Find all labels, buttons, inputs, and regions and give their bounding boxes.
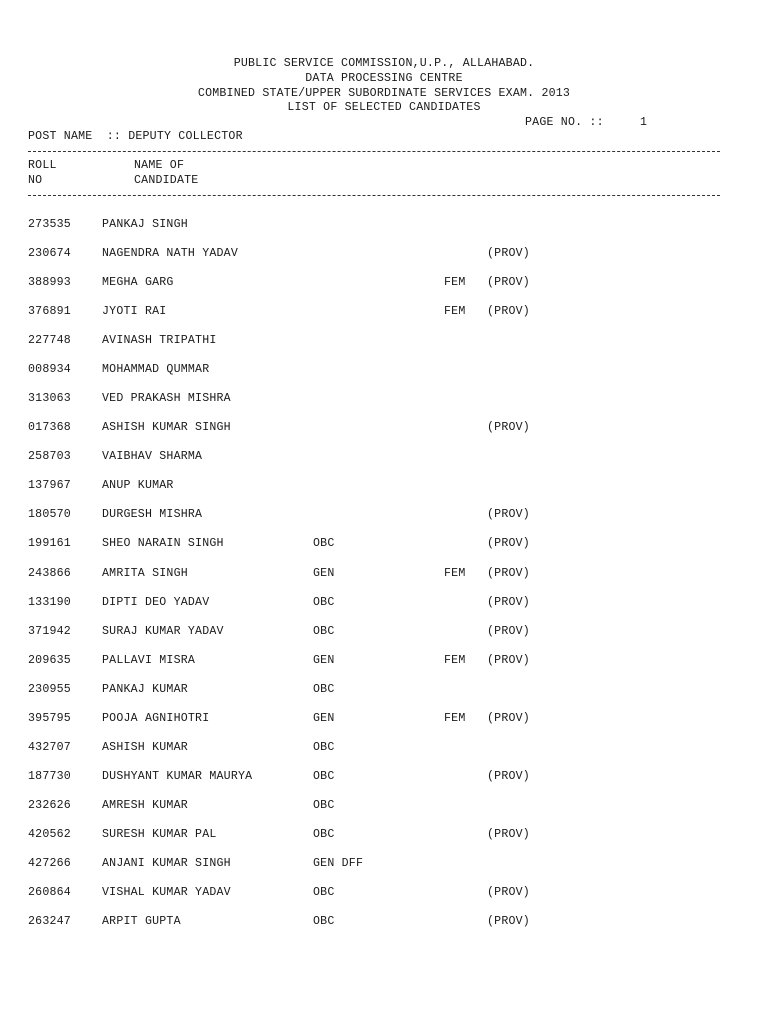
- provisional-flag: (PROV): [487, 769, 530, 783]
- page-number-label: PAGE NO. ::: [525, 116, 604, 129]
- roll-number: 273535: [28, 218, 71, 231]
- candidate-name: PANKAJ SINGH: [102, 218, 188, 231]
- category: OBC: [313, 740, 335, 754]
- header-exam: COMBINED STATE/UPPER SUBORDINATE SERVICES EXAM. 2013: [197, 87, 571, 100]
- col-name-header-1: NAME OF: [134, 159, 185, 172]
- roll-number: 371942: [28, 624, 71, 638]
- female-flag: FEM: [444, 653, 466, 667]
- roll-number: 133190: [28, 595, 71, 609]
- roll-number: 388993: [28, 276, 71, 290]
- roll-number: 432707: [28, 740, 71, 754]
- female-flag: FEM: [444, 305, 466, 319]
- candidate-row: [0, 596, 768, 610]
- roll-number: 187730: [28, 769, 71, 783]
- category: OBC: [313, 798, 335, 812]
- candidate-row: [0, 770, 768, 784]
- category: GEN: [313, 711, 335, 725]
- female-flag: FEM: [444, 276, 466, 290]
- col-roll-header-2: NO: [28, 174, 43, 187]
- roll-number: 008934: [28, 363, 71, 377]
- candidate-row: [0, 421, 768, 435]
- provisional-flag: (PROV): [487, 711, 530, 725]
- roll-number: 420562: [28, 827, 71, 841]
- col-roll-header-1: ROLL: [28, 159, 57, 172]
- category: OBC: [313, 537, 335, 551]
- candidate-name: SURESH KUMAR PAL: [102, 827, 217, 841]
- candidate-row: [0, 392, 768, 406]
- rule-top: [28, 151, 720, 152]
- category: OBC: [313, 595, 335, 609]
- candidate-name: ASHISH KUMAR SINGH: [102, 421, 231, 435]
- provisional-flag: (PROV): [487, 653, 530, 667]
- roll-number: 199161: [28, 537, 71, 551]
- candidate-row: [0, 712, 768, 726]
- roll-number: 227748: [28, 334, 71, 348]
- candidate-name: VAIBHAV SHARMA: [102, 450, 203, 464]
- category: GEN: [313, 653, 335, 667]
- provisional-flag: (PROV): [487, 276, 530, 290]
- roll-number: 395795: [28, 711, 71, 725]
- candidate-name: AMRITA SINGH: [102, 566, 188, 580]
- category: OBC: [313, 827, 335, 841]
- candidate-row: [0, 915, 768, 929]
- category: OBC: [313, 624, 335, 638]
- candidate-name: DURGESH MISHRA: [102, 508, 203, 522]
- candidate-name: DIPTI DEO YADAV: [102, 595, 210, 609]
- category: GEN: [313, 566, 335, 580]
- provisional-flag: (PROV): [487, 915, 530, 928]
- candidate-row: [0, 450, 768, 464]
- header-list-title: LIST OF SELECTED CANDIDATES: [287, 101, 481, 114]
- category: OBC: [313, 682, 335, 696]
- provisional-flag: (PROV): [487, 885, 530, 899]
- candidate-row: [0, 654, 768, 668]
- roll-number: 313063: [28, 392, 71, 406]
- category: OBC: [313, 915, 335, 928]
- candidate-name: POOJA AGNIHOTRI: [102, 711, 210, 725]
- candidate-row: [0, 567, 768, 581]
- candidate-name: PALLAVI MISRA: [102, 653, 196, 667]
- candidate-row: [0, 247, 768, 261]
- post-name: POST NAME :: DEPUTY COLLECTOR: [28, 130, 243, 143]
- roll-number: 017368: [28, 421, 71, 435]
- candidate-row: [0, 363, 768, 377]
- candidate-row: [0, 276, 768, 290]
- candidate-name: DUSHYANT KUMAR MAURYA: [102, 769, 253, 783]
- provisional-flag: (PROV): [487, 624, 530, 638]
- candidate-row: [0, 683, 768, 697]
- provisional-flag: (PROV): [487, 537, 530, 551]
- roll-number: 243866: [28, 566, 71, 580]
- candidate-row: [0, 479, 768, 493]
- roll-number: 232626: [28, 798, 71, 812]
- candidate-name: NAGENDRA NATH YADAV: [102, 247, 238, 260]
- female-flag: FEM: [444, 566, 466, 580]
- candidate-row: [0, 218, 768, 232]
- rule-bottom: [28, 195, 720, 196]
- provisional-flag: (PROV): [487, 595, 530, 609]
- category: GEN DFF: [313, 856, 364, 870]
- candidate-name: VED PRAKASH MISHRA: [102, 392, 231, 406]
- provisional-flag: (PROV): [487, 421, 530, 435]
- candidate-name: SURAJ KUMAR YADAV: [102, 624, 224, 638]
- candidate-row: [0, 334, 768, 348]
- page-number: 1: [640, 116, 648, 129]
- candidate-name: ANUP KUMAR: [102, 479, 174, 493]
- candidate-name: AVINASH TRIPATHI: [102, 334, 217, 348]
- candidate-name: SHEO NARAIN SINGH: [102, 537, 224, 551]
- candidate-name: JYOTI RAI: [102, 305, 167, 319]
- col-name-header-2: CANDIDATE: [134, 174, 199, 187]
- candidate-row: [0, 305, 768, 319]
- candidate-name: MEGHA GARG: [102, 276, 174, 290]
- candidate-name: VISHAL KUMAR YADAV: [102, 885, 231, 899]
- candidate-row: [0, 741, 768, 755]
- roll-number: 180570: [28, 508, 71, 522]
- candidate-row: [0, 799, 768, 813]
- candidate-row: [0, 508, 768, 522]
- category: OBC: [313, 769, 335, 783]
- roll-number: 260864: [28, 885, 71, 899]
- candidate-row: [0, 537, 768, 551]
- roll-number: 263247: [28, 915, 71, 928]
- provisional-flag: (PROV): [487, 566, 530, 580]
- provisional-flag: (PROV): [487, 508, 530, 522]
- category: OBC: [313, 885, 335, 899]
- candidate-name: ASHISH KUMAR: [102, 740, 188, 754]
- roll-number: 230674: [28, 247, 71, 260]
- header-commission: PUBLIC SERVICE COMMISSION,U.P., ALLAHABAD.: [233, 57, 535, 70]
- header-centre: DATA PROCESSING CENTRE: [305, 72, 463, 85]
- candidate-name: ARPIT GUPTA: [102, 915, 181, 928]
- candidate-name: AMRESH KUMAR: [102, 798, 188, 812]
- roll-number: 376891: [28, 305, 71, 319]
- provisional-flag: (PROV): [487, 305, 530, 319]
- roll-number: 137967: [28, 479, 71, 493]
- roll-number: 427266: [28, 856, 71, 870]
- female-flag: FEM: [444, 711, 466, 725]
- candidate-name: ANJANI KUMAR SINGH: [102, 856, 231, 870]
- candidate-name: PANKAJ KUMAR: [102, 682, 188, 696]
- provisional-flag: (PROV): [487, 827, 530, 841]
- roll-number: 209635: [28, 653, 71, 667]
- candidate-name: MOHAMMAD QUMMAR: [102, 363, 210, 377]
- candidate-row: [0, 625, 768, 639]
- candidate-row: [0, 886, 768, 900]
- roll-number: 258703: [28, 450, 71, 464]
- roll-number: 230955: [28, 682, 71, 696]
- provisional-flag: (PROV): [487, 247, 530, 260]
- candidate-row: [0, 857, 768, 871]
- candidate-row: [0, 828, 768, 842]
